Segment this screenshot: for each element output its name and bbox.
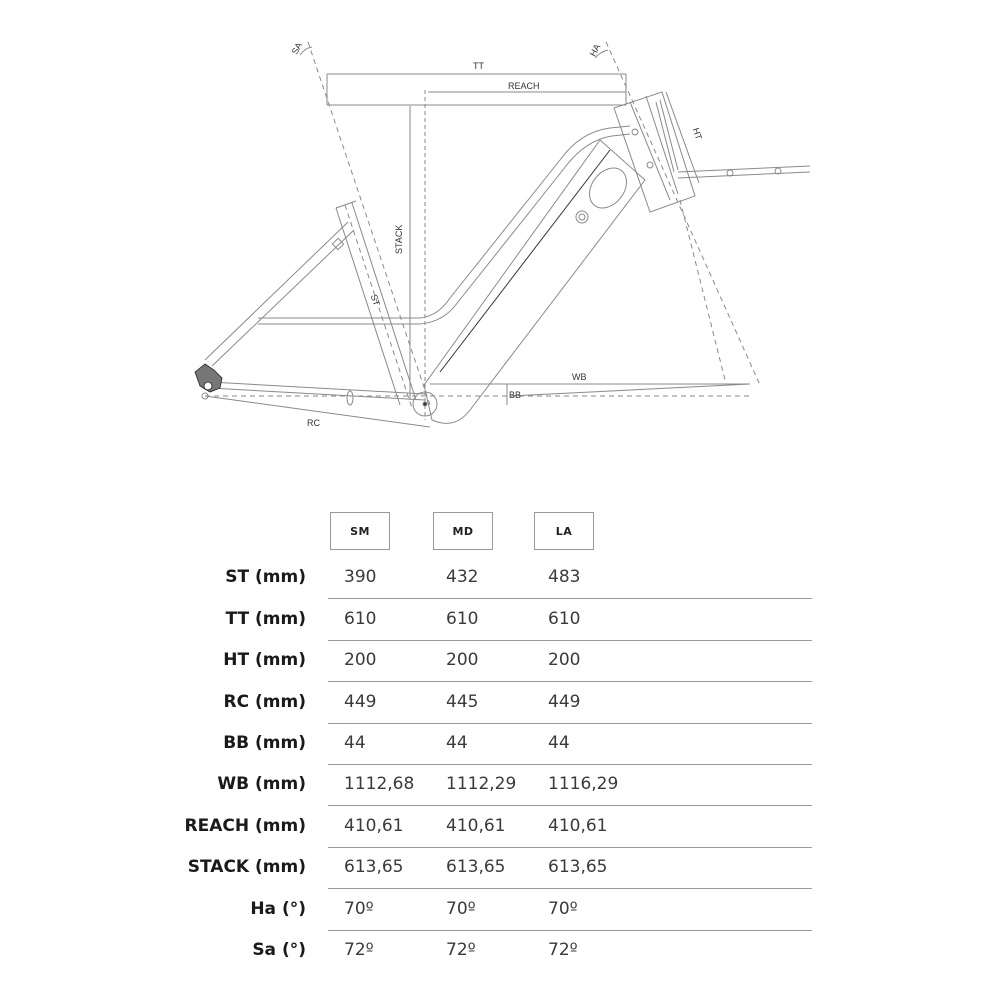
cell-la: 613,65 [548,857,608,877]
cell-md: 200 [446,650,479,670]
size-header-md: MD [433,512,493,550]
cell-md: 445 [446,692,479,712]
bb-label: BB [509,390,522,400]
cell-sm: 72º [344,940,374,960]
table-row [0,599,1000,640]
row-label: STACK (mm) [187,857,306,877]
rc-label: RC [307,418,320,428]
cell-md: 72º [446,940,476,960]
cell-la: 483 [548,567,581,587]
table-row [0,847,1000,888]
cell-sm: 390 [344,567,377,587]
cell-la: 44 [548,733,570,753]
tt-label: TT [473,61,484,71]
cell-md: 44 [446,733,468,753]
cell-sm: 1112,68 [344,774,415,794]
cell-md: 432 [446,567,479,587]
table-row [0,640,1000,681]
size-header-sm: SM [330,512,390,550]
row-label: Ha (°) [250,899,306,919]
size-header-la: LA [534,512,594,550]
cell-md: 610 [446,609,479,629]
sa-label: SA [289,40,305,57]
ht-label: HT [690,126,704,141]
row-label: HT (mm) [223,650,306,670]
row-label: RC (mm) [223,692,306,712]
row-label: REACH (mm) [184,816,306,836]
cell-sm: 44 [344,733,366,753]
row-label: Sa (°) [252,940,306,960]
table-row [0,557,1000,598]
cell-sm: 449 [344,692,377,712]
table-row [0,682,1000,723]
table-row [0,806,1000,847]
row-label: BB (mm) [223,733,306,753]
table-row [0,889,1000,930]
cell-sm: 610 [344,609,377,629]
row-label: WB (mm) [217,774,306,794]
st-label: ST [368,293,382,308]
row-label: ST (mm) [225,567,306,587]
cell-sm: 410,61 [344,816,404,836]
wb-label: WB [572,372,587,382]
cell-la: 449 [548,692,581,712]
cell-sm: 613,65 [344,857,404,877]
table-row [0,930,1000,971]
cell-la: 1116,29 [548,774,619,794]
frame-geometry-diagram [0,0,1000,460]
table-row [0,764,1000,805]
cell-la: 200 [548,650,581,670]
cell-md: 70º [446,899,476,919]
cell-md: 410,61 [446,816,506,836]
cell-sm: 200 [344,650,377,670]
table-row [0,723,1000,764]
reach-label: REACH [508,81,540,91]
cell-la: 610 [548,609,581,629]
cell-md: 613,65 [446,857,506,877]
cell-la: 410,61 [548,816,608,836]
row-label: TT (mm) [225,609,306,629]
cell-la: 72º [548,940,578,960]
ha-label: HA [587,42,603,59]
cell-sm: 70º [344,899,374,919]
stack-label: STACK [394,224,404,254]
cell-md: 1112,29 [446,774,517,794]
cell-la: 70º [548,899,578,919]
